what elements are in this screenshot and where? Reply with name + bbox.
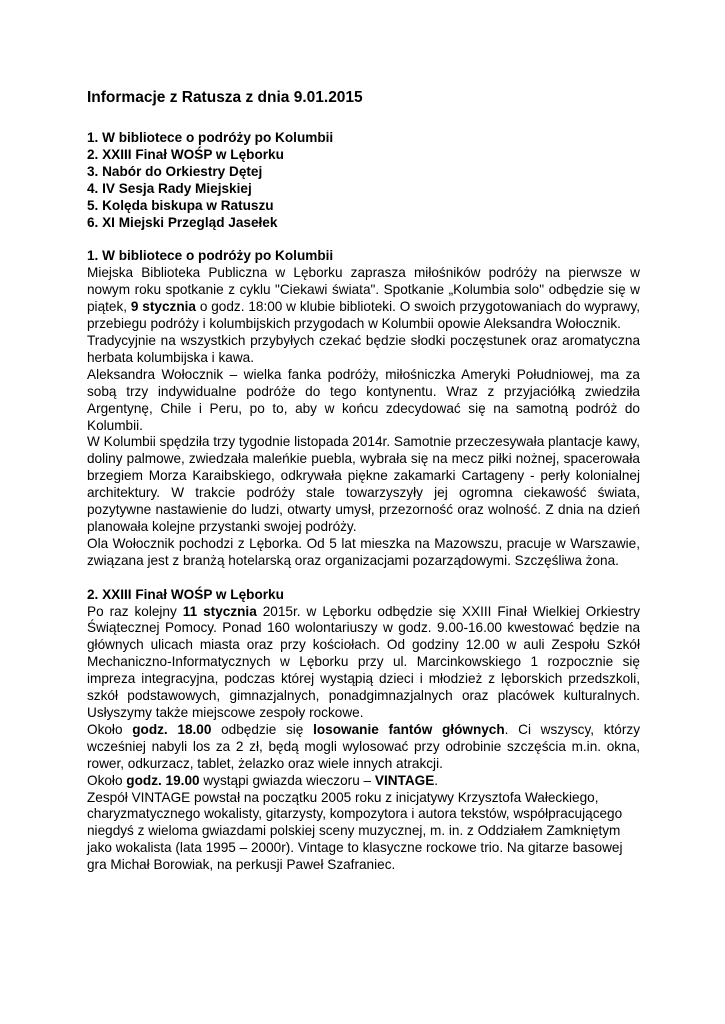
text-run: odbędzie się [211, 721, 314, 737]
toc-item-5: 5. Kolęda biskupa w Ratuszu [87, 197, 274, 213]
date-highlight: 11 stycznia [182, 603, 257, 619]
text-run: Około [87, 721, 133, 737]
section-1-paragraph-2: Tradycyjnie na wszystkich przybyłych czekać będzie słodki poczęstunek oraz aromatyczna herbata kolumbijska i kawa. [87, 332, 640, 365]
toc-item-2: 2. XXIII Finał WOŚP w Lęborku [87, 146, 284, 162]
text-run: Miejska Biblioteka Publiczna w Lęborku zaprasza miłośników podróży na pierwsze w nowym roku spotkanie z cyklu "Ciekawi świata". Spotkanie „Kolumbia solo" odbędzie się w piątek, [87, 265, 640, 315]
text-run: o godz. 18:00 w klubie biblioteki. O swoich przygotowaniach do wyprawy, przebiegu podróży i kolumbijskich przygodach w Kolumbii opowie Aleksandra Wołocznik. [87, 299, 641, 332]
table-of-contents [87, 130, 640, 231]
date-highlight: 9 stycznia [130, 299, 196, 315]
text-run: . Ci wszyscy, którzy wcześniej nabyli los za 2 zł, będą mogli wylosować przy odrobinie szczęścia m.in. okna, rower, odkurzacz, tablet, żelazko oraz wiele innych atrakcji. [87, 721, 640, 771]
toc-item-6: 6. XI Miejski Przegląd Jasełek [87, 214, 278, 230]
section-2 [87, 587, 640, 874]
section-2-paragraph-2 [87, 722, 640, 773]
section-2-paragraph-4: Zespół VINTAGE powstał na początku 2005 roku z inicjatywy Krzysztofa Wałeckiego, charyzmatycznego wokalisty, gitarzysty, kompozytora i autora tekstów, współpracującego niegdyś z wieloma gwiazdami polskiej sceny muzycznej, m. in. z Oddziałem Zamkniętym jako wokalista (lata 1995 – 2000r). Vintage to klasyczne rockowe trio. Na gitarze basowej gra Michał Borowiak, na perkusji Paweł Szafraniec. [87, 789, 623, 873]
section-2-paragraph-1 [87, 604, 640, 722]
section-1-paragraph-4: W Kolumbii spędziła trzy tygodnie listopada 2014r. Samotnie przeczesywała plantacje kawy, doliny palmowe, zwiedzała maleńkie puebla, wybrała się na mecz piłki nożnej, spacerowała brzegiem Morza Karaibskiego, odkrywała piękne zakamarki Cartageny - perły kolonialnej architektury. W trakcie podróży stale towarzyszyły jej ogromna ciekawość świata, pozytywne nastawienie do ludzi, otwarty umysł, przezorność oraz wolność. Z dnia na dzień planowała kolejne przystanki swojej podróży. [87, 434, 640, 534]
time-highlight: godz. 19.00 [126, 772, 200, 788]
text-run: Około [87, 772, 127, 788]
text-run: 2015r. w Lęborku odbędzie się XXIII Finał Wielkiej Orkiestry Świątecznej Pomocy. Ponad 160 wolontariuszy w godz. 9.00-16.00 kwestować będzie na głównych ulicach miasta oraz przy kościołach. Od godziny 12.00 w auli Zespołu Szkół Mechaniczno-Informatycznych w Lęborku przy ul. Marcinkowskiego 1 rozpocznie się impreza integracyjna, podczas której wystąpią dzieci i młodzież z lęborskich przedszkoli, szkół podstawowych, gimnazjalnych, ponadgimnazjalnych oraz placówek kulturalnych. Usłyszymy także miejscowe zespoły rockowe. [87, 603, 640, 720]
section-1-title: 1. W bibliotece o podróży po Kolumbii [87, 248, 334, 264]
section-1 [87, 248, 640, 569]
section-1-paragraph-1 [87, 265, 640, 333]
document-page [87, 88, 640, 874]
time-highlight: godz. 18.00 [132, 721, 212, 737]
section-1-paragraph-5: Ola Wołocznik pochodzi z Lęborka. Od 5 lat mieszka na Mazowszu, pracuje w Warszawie, związana jest z branżą hotelarską oraz organizacjami pozarządowymi. Szczęśliwa żona. [87, 535, 640, 568]
section-1-paragraph-3: Aleksandra Wołocznik – wielka fanka podróży, miłośniczka Ameryki Południowej, ma za sobą trzy indywidualne podróże do tego kontynentu. Wraz z przyjaciółką zwiedziła Argentynę, Chile i Peru, po to, aby w końcu zdecydować się na samotną podróż do Kolumbii. [87, 366, 640, 433]
text-run: wystąpi gwiazda wieczoru – [199, 772, 375, 788]
page-title: Informacje z Ratusza z dnia 9.01.2015 [87, 89, 363, 106]
toc-item-1: 1. W bibliotece o podróży po Kolumbii [87, 130, 334, 145]
section-2-title: 2. XXIII Finał WOŚP w Lęborku [87, 586, 284, 602]
text-run: . [434, 772, 439, 788]
event-highlight: losowanie fantów głównych [313, 721, 505, 737]
toc-item-4: 4. IV Sesja Rady Miejskiej [87, 180, 252, 196]
section-2-paragraph-3 [87, 773, 640, 790]
text-run: Po raz kolejny [87, 603, 183, 619]
toc-item-3: 3. Nabór do Orkiestry Dętej [87, 163, 263, 179]
band-highlight: VINTAGE [374, 772, 435, 788]
